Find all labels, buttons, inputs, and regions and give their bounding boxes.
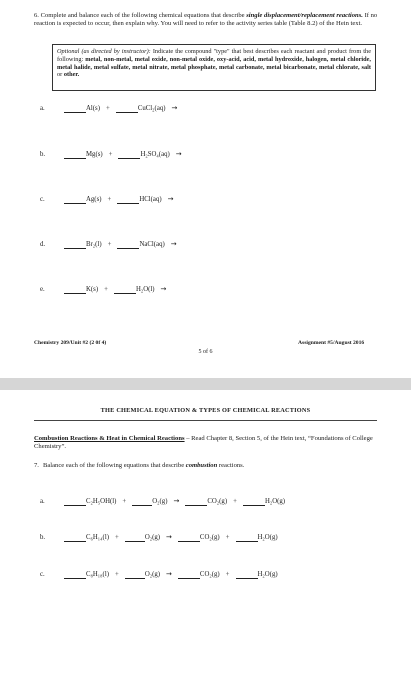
reactant-2: O₂(g) [152, 498, 168, 505]
coefficient-blank[interactable] [114, 285, 136, 294]
coefficient-blank[interactable] [178, 570, 200, 579]
question-6-text-b: If no reaction is expected to occur, then explain why. You will need to refer to the activity series table (Table 8.2) of the Hein text. [34, 12, 378, 27]
coefficient-blank[interactable] [118, 150, 140, 159]
arrow-icon: → [166, 570, 172, 578]
coefficient-blank[interactable] [64, 497, 86, 506]
coefficient-blank[interactable] [117, 195, 139, 204]
footer-assignment: Assignment #5/August 2016 [298, 340, 365, 346]
plus-sign: + [107, 196, 112, 203]
question-6 [34, 12, 379, 28]
plus-sign: + [105, 105, 110, 112]
question-7-text-b: reactions. [217, 462, 245, 469]
question-7 [34, 462, 244, 470]
reactant-2: HCl(aq) [139, 196, 162, 203]
page-title: THE CHEMICAL EQUATION & TYPES OF CHEMICAL REACTIONS [100, 407, 311, 414]
plus-sign: + [225, 571, 230, 578]
coefficient-blank[interactable] [132, 497, 152, 506]
coefficient-blank[interactable] [64, 150, 86, 159]
question-6-number: 6. [34, 12, 39, 19]
equation-6c [40, 195, 173, 204]
coefficient-blank[interactable] [64, 240, 86, 249]
reactant-1: Al(s) [86, 105, 100, 112]
arrow-icon: → [173, 497, 180, 505]
equation-letter: c. [40, 196, 45, 203]
arrow-icon: → [171, 104, 178, 112]
reactant-1: Mg(s) [86, 151, 103, 158]
equation-letter: b. [40, 151, 46, 158]
section-heading: Combustion Reactions & Heat in Chemical Reactions [34, 435, 185, 442]
coefficient-blank[interactable] [117, 240, 139, 249]
plus-sign: + [122, 498, 127, 505]
plus-sign: + [114, 534, 119, 541]
footer-course: Chemistry 209/Unit #2 (2 0f 4) [34, 340, 107, 346]
coefficient-blank[interactable] [64, 285, 86, 294]
optional-intro: Optional (as directed by instructor): [57, 48, 151, 55]
equation-letter: a. [40, 498, 45, 505]
arrow-icon: → [167, 195, 174, 203]
arrow-icon: → [175, 150, 182, 158]
reactant-1: C₆H₁₄(l) [86, 534, 109, 541]
document-page-6 [0, 390, 411, 700]
plus-sign: + [108, 151, 113, 158]
coefficient-blank[interactable] [64, 570, 86, 579]
equation-6a [40, 104, 177, 113]
equation-6e [40, 285, 166, 294]
reactant-2: O₂(g) [144, 571, 161, 578]
optional-text: Indicate the compound "type" that best describes each reactant and product from the following: [57, 48, 371, 63]
title-rule [34, 420, 377, 421]
equation-6d [40, 240, 177, 249]
plus-sign: + [225, 534, 230, 541]
equation-letter: c. [40, 571, 45, 578]
question-6-single: single [246, 12, 263, 19]
coefficient-blank[interactable] [243, 497, 265, 506]
coefficient-blank[interactable] [125, 533, 145, 542]
coefficient-blank[interactable] [236, 570, 258, 579]
equation-letter: b. [40, 534, 46, 541]
reactant-1: Br₂(l) [86, 241, 102, 248]
coefficient-blank[interactable] [64, 195, 86, 204]
question-7-bold: combustion [185, 462, 218, 469]
question-7-text-a: Balance each of the following equations that describe [42, 462, 186, 469]
product-2: H₂O(g) [257, 534, 278, 541]
reactant-1: C₈H₁₈(l) [86, 571, 109, 578]
coefficient-blank[interactable] [178, 533, 200, 542]
arrow-icon: → [166, 533, 172, 541]
page-separator [0, 378, 411, 390]
reactant-2: NaCl(aq) [139, 241, 165, 248]
reactant-1: C₂H₅OH(l) [86, 498, 117, 505]
question-6-text-a: Complete and balance each of the following chemical equations that describe [40, 12, 247, 19]
coefficient-blank[interactable] [236, 533, 258, 542]
coefficient-blank[interactable] [64, 533, 86, 542]
equation-letter: a. [40, 105, 45, 112]
question-7-number: 7. [34, 462, 39, 469]
reactant-1: Ag(s) [86, 196, 102, 203]
product-2: H₂O(g) [257, 571, 278, 578]
plus-sign: + [233, 498, 237, 505]
coefficient-blank[interactable] [125, 570, 145, 579]
reactant-2: O₂(g) [144, 534, 161, 541]
section-text: – Read Chapter 8, Section 5, of the Hein text, “Foundations of College Chemistry”. [34, 435, 373, 450]
optional-or: or [57, 71, 64, 79]
plus-sign: + [114, 571, 119, 578]
equation-6b [40, 150, 182, 159]
reactant-2: H₂O(l) [135, 286, 155, 293]
equation-letter: d. [40, 241, 46, 248]
reactant-2: CuCl₂(aq) [137, 105, 166, 112]
product-1: CO₂(g) [207, 498, 228, 505]
arrow-icon: → [170, 240, 177, 248]
equation-7a [40, 497, 285, 506]
coefficient-blank[interactable] [185, 497, 207, 506]
optional-types: metal, non-metal, metal oxide, non-metal oxide, oxy-acid, acid, metal hydroxide, halogen, metal chloride, metal halide, metal sulfate, metal nitrate, metal phosphate, metal carbonate, metal bicarbonate, metal chlorate, salt [57, 55, 372, 71]
product-1: CO₂(g) [199, 534, 220, 541]
equation-7c [40, 570, 278, 579]
plus-sign: + [104, 286, 108, 293]
coefficient-blank[interactable] [64, 104, 86, 113]
page-number: 5 of 6 [198, 349, 213, 355]
equation-7b [40, 533, 278, 542]
product-2: H₂O(g) [264, 498, 286, 505]
coefficient-blank[interactable] [116, 104, 138, 113]
optional-other: other. [63, 71, 80, 79]
question-6-dr: displacement/replacement reactions. [264, 12, 363, 19]
reactant-1: K(s) [86, 286, 99, 293]
plus-sign: + [107, 241, 112, 248]
section-intro [34, 435, 379, 451]
product-1: CO₂(g) [199, 571, 220, 578]
equation-letter: e. [40, 286, 45, 293]
arrow-icon: → [160, 285, 167, 293]
optional-instructions-box [52, 44, 376, 91]
reactant-2: H₂SO₄(aq) [140, 151, 170, 158]
